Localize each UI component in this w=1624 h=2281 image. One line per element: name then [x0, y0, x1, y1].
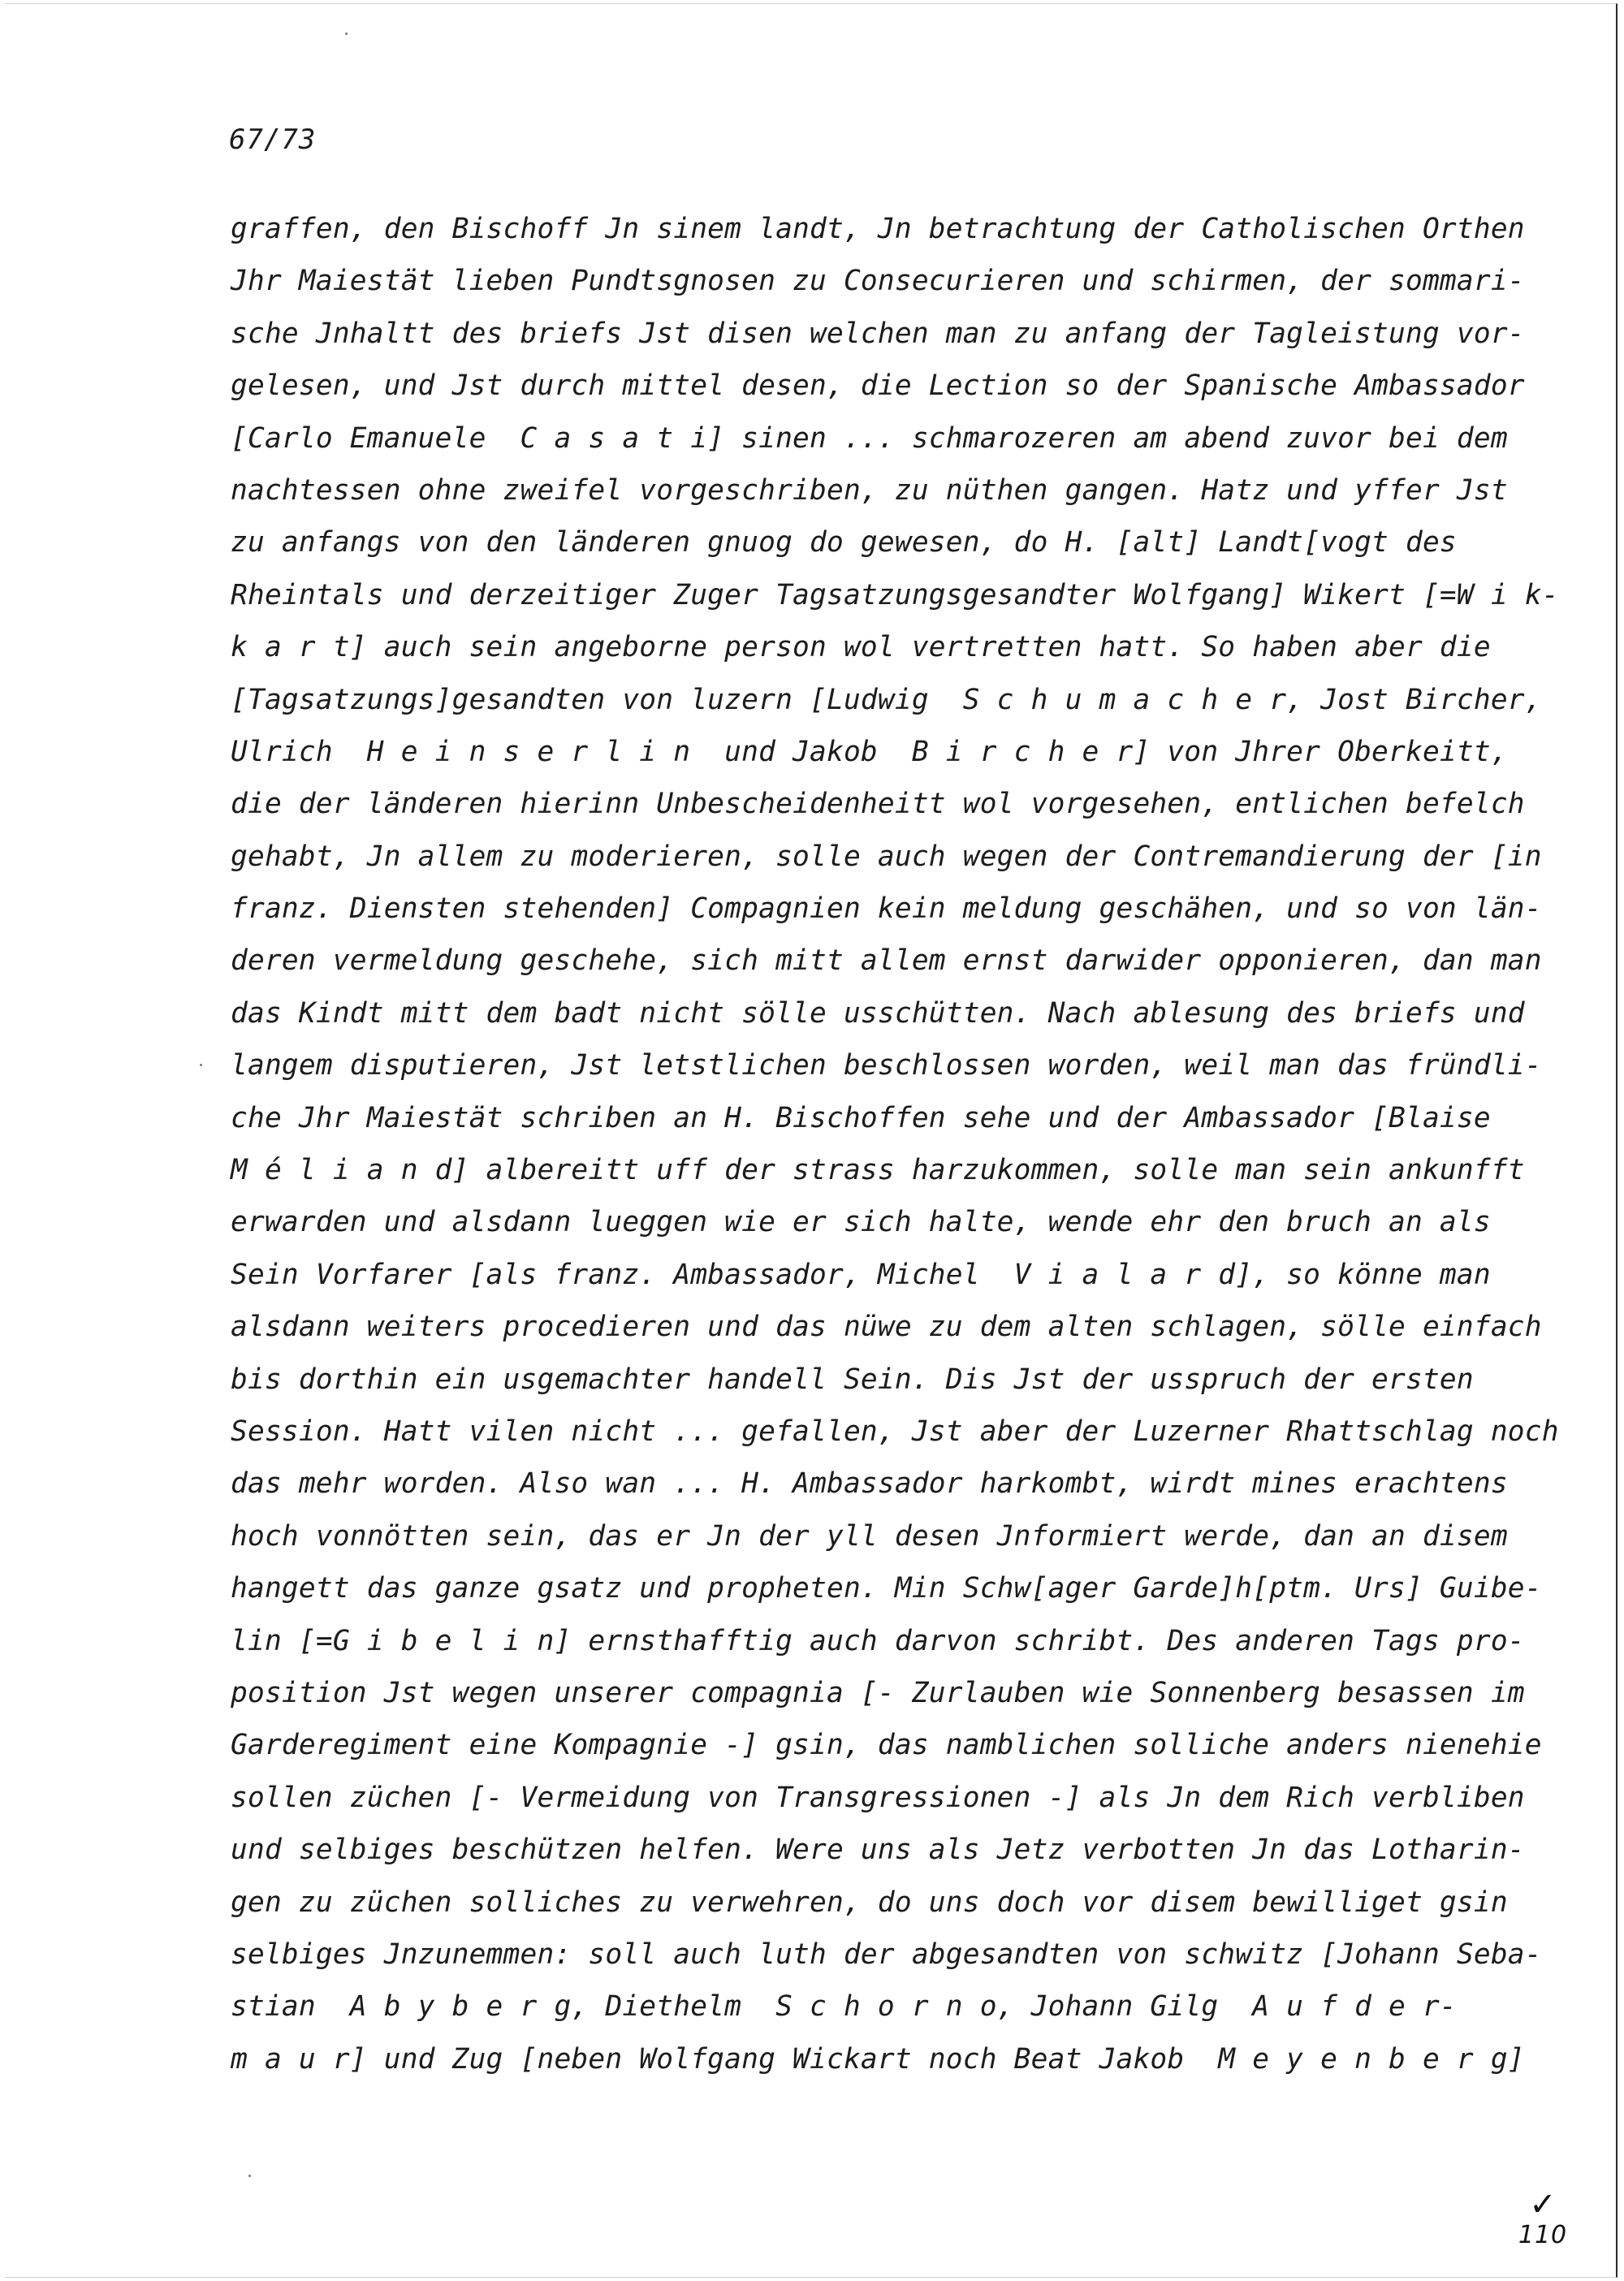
text-line: stian A b y b e r g, Diethelm S c h o r n o, Johann Gilg A u f d e r- — [231, 1990, 1457, 2024]
text-line: zu anfangs von den länderen gnuog do gewesen, do H. [alt] Landt[vogt des — [231, 526, 1457, 559]
text-line: hangett das ganze gsatz und propheten. Min Schw[ager Garde]h[ptm. Urs] Guibe- — [231, 1572, 1542, 1605]
text-line: k a r t] auch sein angeborne person wol vertretten hatt. So haben aber die — [231, 631, 1491, 664]
text-line: sche Jnhaltt des briefs Jst disen welchen man zu anfang der Tagleistung vor- — [231, 317, 1525, 350]
text-line: das Kindt mitt dem badt nicht sölle usschütten. Nach ablesung des briefs und — [231, 996, 1525, 1030]
text-line: gen zu züchen solliches zu verwehren, do uns doch vor disem bewilliget gsin — [231, 1886, 1508, 1919]
archive-mark — [1510, 2188, 1575, 2250]
text-line: selbiges Jnzunemmen: soll auch luth der abgesandten von schwitz [Johann Seba- — [231, 1938, 1542, 1971]
check-mark-icon: ✓ — [1529, 2186, 1557, 2223]
text-line: graffen, den Bischoff Jn sinem landt, Jn betrachtung der Catholischen Orthen — [231, 213, 1525, 245]
scan-speck — [200, 1064, 202, 1066]
text-line: [Tagsatzungs]gesandten von luzern [Ludwig S c h u m a c h e r, Jost Bircher, — [231, 683, 1542, 716]
text-line: deren vermeldung geschehe, sich mitt allem ernst darwider opponieren, dan man — [231, 944, 1542, 978]
text-line: gehabt, Jn allem zu moderieren, solle auch wegen der Contremandierung der [in — [231, 840, 1542, 873]
text-line: Garderegiment eine Kompagnie -] gsin, das namblichen solliche anders nienehie — [231, 1729, 1542, 1762]
text-line: erwarden und alsdann lueggen wie er sich halte, wende ehr den bruch an als — [231, 1206, 1491, 1239]
text-line: Jhr Maiestät lieben Pundtsgnosen zu Consecurieren und schirmen, der sommari- — [231, 265, 1525, 298]
text-line: franz. Diensten stehenden] Compagnien kein meldung geschähen, und so von län- — [231, 892, 1542, 926]
text-line: hoch vonnötten sein, das er Jn der yll desen Jnformiert werde, dan an disem — [231, 1519, 1508, 1553]
text-line: das mehr worden. Also wan ... H. Ambassador harkombt, wirdt mines erachtens — [231, 1467, 1508, 1501]
text-line: M é l i a n d] albereitt uff der strass harzukommen, solle man sein ankunfft — [231, 1154, 1525, 1187]
text-line: langem disputieren, Jst letstlichen beschlossen worden, weil man das fründli- — [231, 1049, 1542, 1082]
text-line: gelesen, und Jst durch mittel desen, die Lection so der Spanische Ambassador — [231, 369, 1525, 403]
folio-number: 110 — [1518, 2221, 1568, 2249]
text-line: [Carlo Emanuele C a s a t i] sinen ... schmarozeren am abend zuvor bei dem — [231, 421, 1508, 455]
scan-speck — [248, 2175, 251, 2177]
text-line: m a u r] und Zug [neben Wolfgang Wickart noch Beat Jakob M e y e n b e r g] — [231, 2042, 1525, 2076]
page-number: 67/73 — [229, 123, 317, 156]
text-line: Session. Hatt vilen nicht ... gefallen, Jst aber der Luzerner Rhattschlag noch — [231, 1415, 1559, 1448]
text-line: alsdann weiters procedieren und das nüwe zu dem alten schlagen, sölle einfach — [231, 1311, 1542, 1344]
text-line: bis dorthin ein usgemachter handell Sein. Dis Jst der usspruch der ersten — [231, 1363, 1474, 1396]
text-line: lin [=G i b e l i n] ernsthafftig auch darvon schribt. Des anderen Tags pro- — [231, 1624, 1525, 1657]
text-line: Sein Vorfarer [als franz. Ambassador, Michel V i a l a r d], so könne man — [231, 1258, 1491, 1291]
text-line: position Jst wegen unserer compagnia [- Zurlauben wie Sonnenberg besassen im — [231, 1676, 1525, 1709]
text-line: und selbiges beschützen helfen. Were uns als Jetz verbotten Jn das Lotharin- — [231, 1834, 1525, 1867]
text-line: che Jhr Maiestät schriben an H. Bischoffen sehe und der Ambassador [Blaise — [231, 1101, 1491, 1134]
text-line: Rheintals und derzeitiger Zuger Tagsatzungsgesandter Wolfgang] Wikert [=W i k- — [231, 578, 1559, 611]
scan-speck — [345, 32, 348, 35]
body-text — [231, 208, 1559, 2090]
text-line: die der länderen hierinn Unbescheidenheitt wol vorgesehen, entlichen befelch — [231, 788, 1525, 821]
text-line: sollen züchen [- Vermeidung von Transgressionen -] als Jn dem Rich verbliben — [231, 1781, 1525, 1814]
text-line: nachtessen ohne zweifel vorgeschriben, zu nüthen gangen. Hatz und yffer Jst — [231, 473, 1508, 507]
text-line: Ulrich H e i n s e r l i n und Jakob B i r c h e r] von Jhrer Oberkeitt, — [231, 735, 1508, 768]
